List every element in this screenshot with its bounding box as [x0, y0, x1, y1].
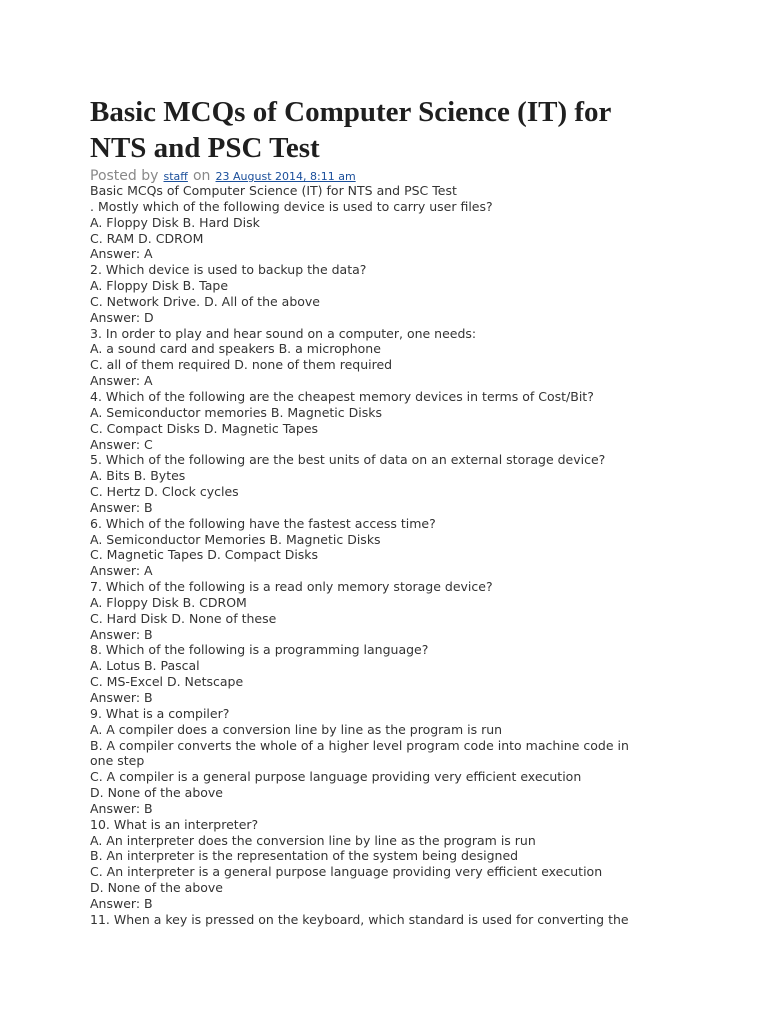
body-line: A. Semiconductor Memories B. Magnetic Disks	[90, 531, 381, 547]
body-line: Basic MCQs of Computer Science (IT) for NTS and PSC Test	[90, 183, 457, 198]
body-line: C. A compiler is a general purpose language providing very efficient execution	[90, 769, 582, 785]
body-line: 6. Which of the following have the fastest access time?	[90, 515, 436, 531]
article-title	[90, 94, 760, 166]
body-line: 2. Which device is used to backup the data?	[90, 262, 367, 278]
body-line: 3. In order to play and hear sound on a computer, one needs:	[90, 325, 477, 341]
body-line: A. a sound card and speakers B. a microphone	[90, 341, 381, 357]
body-line: Answer: C	[90, 436, 153, 452]
body-line: A. Floppy Disk B. Hard Disk	[90, 214, 260, 230]
body-line: C. RAM D. CDROM	[90, 230, 204, 246]
body-line: Answer: A	[90, 563, 153, 579]
body-line: 5. Which of the following are the best units of data on an external storage device?	[90, 452, 606, 468]
body-line: B. A compiler converts the whole of a higher level program code into machine code in	[90, 737, 629, 753]
article-title-line-1: Basic MCQs of Computer Science (IT) for	[90, 96, 612, 128]
article-title-line-2: NTS and PSC Test	[90, 132, 320, 164]
body-line: A. Floppy Disk B. CDROM	[90, 594, 247, 610]
on-label: on	[192, 168, 211, 184]
body-line: Answer: D	[90, 309, 154, 325]
body-line: B. An interpreter is the representation of the system being designed	[90, 848, 519, 864]
body-line: C. Hertz D. Clock cycles	[90, 484, 239, 500]
body-line: A. Lotus B. Pascal	[90, 658, 200, 674]
body-line: A. Semiconductor memories B. Magnetic Disks	[90, 404, 382, 420]
body-line: C. An interpreter is a general purpose language providing very efficient execution	[90, 864, 603, 880]
body-line: C. Magnetic Tapes D. Compact Disks	[90, 547, 319, 563]
body-line: Answer: B	[90, 499, 153, 515]
body-line: 11. When a key is pressed on the keyboard, which standard is used for converting the	[90, 911, 629, 927]
post-meta	[90, 166, 760, 183]
body-line: Answer: A	[90, 373, 153, 389]
body-line: C. Hard Disk D. None of these	[90, 610, 277, 626]
date-link[interactable]: 23 August 2014, 8:11 am	[215, 170, 356, 183]
body-line: Answer: B	[90, 895, 153, 911]
body-line: D. None of the above	[90, 880, 223, 896]
body-line: one step	[90, 753, 145, 769]
author-link[interactable]: staff	[163, 170, 188, 183]
body-line: C. Compact Disks D. Magnetic Tapes	[90, 420, 319, 436]
body-line: C. MS-Excel D. Netscape	[90, 674, 244, 690]
body-line: A. An interpreter does the conversion line by line as the program is run	[90, 832, 536, 848]
body-line: . Mostly which of the following device is used to carry user files?	[90, 198, 493, 214]
body-line: Answer: B	[90, 626, 153, 642]
body-line: 4. Which of the following are the cheapest memory devices in terms of Cost/Bit?	[90, 388, 594, 404]
body-line: A. Bits B. Bytes	[90, 468, 186, 484]
body-line: Answer: B	[90, 800, 153, 816]
body-line: A. Floppy Disk B. Tape	[90, 278, 229, 294]
body-line: 10. What is an interpreter?	[90, 816, 259, 832]
body-line: 9. What is a compiler?	[90, 705, 230, 721]
body-line: C. all of them required D. none of them required	[90, 357, 393, 373]
body-line: Answer: B	[90, 690, 153, 705]
body-line: 8. Which of the following is a programming language?	[90, 642, 429, 658]
body-line: A. A compiler does a conversion line by line as the program is run	[90, 721, 503, 737]
body-line: Answer: A	[90, 246, 153, 262]
article-body	[90, 183, 760, 928]
body-line: 7. Which of the following is a read only memory storage device?	[90, 579, 493, 595]
article	[90, 94, 760, 928]
body-line: D. None of the above	[90, 785, 223, 801]
posted-by-label: Posted by	[90, 168, 159, 184]
body-line: C. Network Drive. D. All of the above	[90, 293, 320, 309]
